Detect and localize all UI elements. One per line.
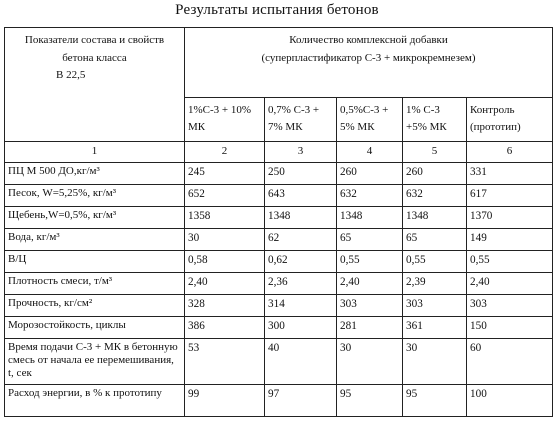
table-cell: 65 — [337, 228, 403, 250]
table-cell: 95 — [403, 384, 467, 416]
table-cell: 30 — [403, 338, 467, 384]
table-cell: 2,40 — [185, 272, 265, 294]
row-label: Щебень,W=0,5%, кг/м³ — [5, 206, 185, 228]
table-row — [5, 162, 553, 184]
table-row — [5, 272, 553, 294]
table-cell: 314 — [265, 294, 337, 316]
table-header-row — [5, 28, 553, 98]
table-cell: 643 — [265, 184, 337, 206]
header-right-line2: (суперпластификатор С-3 + микрокремнезем) — [261, 51, 476, 64]
table-cell: 99 — [185, 384, 265, 416]
column-number-row — [5, 142, 553, 163]
table-row — [5, 294, 553, 316]
results-table — [4, 27, 553, 417]
row-label: ПЦ М 500 ДО,кг/м³ — [5, 162, 185, 184]
table-cell: 331 — [467, 162, 553, 184]
table-cell: 0,62 — [265, 250, 337, 272]
table-row — [5, 338, 553, 384]
column-header: 1%С-3 + 10% МК — [185, 98, 265, 142]
column-header: 0,7% С-3 + 7% МК — [265, 98, 337, 142]
table-cell: 40 — [265, 338, 337, 384]
table-cell: 1348 — [265, 206, 337, 228]
row-label: Песок, W=5,25%, кг/м³ — [5, 184, 185, 206]
column-number: 4 — [337, 142, 403, 163]
header-left-line1: Показатели состава и свойств — [24, 34, 165, 46]
column-header: 1% С-3 +5% МК — [403, 98, 467, 142]
table-cell: 100 — [467, 384, 553, 416]
table-cell: 328 — [185, 294, 265, 316]
row-label: Морозостойкость, циклы — [5, 316, 185, 338]
table-cell: 30 — [185, 228, 265, 250]
header-right-line1: Количество комплексной добавки — [289, 34, 448, 46]
table-cell: 1358 — [185, 206, 265, 228]
table-cell: 361 — [403, 316, 467, 338]
table-cell: 149 — [467, 228, 553, 250]
table-cell: 60 — [467, 338, 553, 384]
column-header: Контроль (прототип) — [467, 98, 553, 142]
table-cell: 1370 — [467, 206, 553, 228]
table-cell: 0,58 — [185, 250, 265, 272]
table-cell: 0,55 — [337, 250, 403, 272]
table-cell: 632 — [403, 184, 467, 206]
table-cell: 245 — [185, 162, 265, 184]
column-number: 5 — [403, 142, 467, 163]
table-cell: 62 — [265, 228, 337, 250]
table-cell: 97 — [265, 384, 337, 416]
table-row — [5, 250, 553, 272]
table-cell: 260 — [403, 162, 467, 184]
row-label: Расход энергии, в % к прототипу — [5, 384, 185, 416]
table-cell: 2,36 — [265, 272, 337, 294]
row-label: В/Ц — [5, 250, 185, 272]
table-cell: 1348 — [337, 206, 403, 228]
header-right-cell — [185, 28, 553, 98]
table-row — [5, 206, 553, 228]
table-cell: 53 — [185, 338, 265, 384]
table-row — [5, 384, 553, 416]
table-cell: 300 — [265, 316, 337, 338]
table-cell: 1348 — [403, 206, 467, 228]
column-number: 1 — [5, 142, 185, 163]
table-cell: 260 — [337, 162, 403, 184]
table-cell: 632 — [337, 184, 403, 206]
table-cell: 2,39 — [403, 272, 467, 294]
header-left-line3: В 22,5 — [56, 69, 86, 82]
column-number: 3 — [265, 142, 337, 163]
header-left-line2: бетона класса — [62, 51, 127, 64]
table-cell: 0,55 — [467, 250, 553, 272]
table-cell: 617 — [467, 184, 553, 206]
table-cell: 2,40 — [337, 272, 403, 294]
table-cell: 65 — [403, 228, 467, 250]
table-cell: 250 — [265, 162, 337, 184]
table-cell: 652 — [185, 184, 265, 206]
table-row — [5, 184, 553, 206]
table-cell: 150 — [467, 316, 553, 338]
table-row — [5, 228, 553, 250]
table-cell: 0,55 — [403, 250, 467, 272]
table-cell: 303 — [337, 294, 403, 316]
table-cell: 30 — [337, 338, 403, 384]
header-left-cell — [5, 28, 185, 142]
column-header: 0,5%С-3 + 5% МК — [337, 98, 403, 142]
row-label: Плотность смеси, т/м³ — [5, 272, 185, 294]
column-number: 6 — [467, 142, 553, 163]
table-cell: 303 — [403, 294, 467, 316]
table-cell: 386 — [185, 316, 265, 338]
page-title: Результаты испытания бетонов — [175, 2, 379, 18]
table-row — [5, 316, 553, 338]
table-cell: 2,40 — [467, 272, 553, 294]
row-label: Вода, кг/м³ — [5, 228, 185, 250]
column-number: 2 — [185, 142, 265, 163]
row-label: Время подачи С-3 + МК в бетонную смесь от начала ее перемешивания, t, сек — [5, 338, 185, 384]
table-cell: 281 — [337, 316, 403, 338]
table-cell: 95 — [337, 384, 403, 416]
table-cell: 303 — [467, 294, 553, 316]
row-label: Прочность, кг/см² — [5, 294, 185, 316]
